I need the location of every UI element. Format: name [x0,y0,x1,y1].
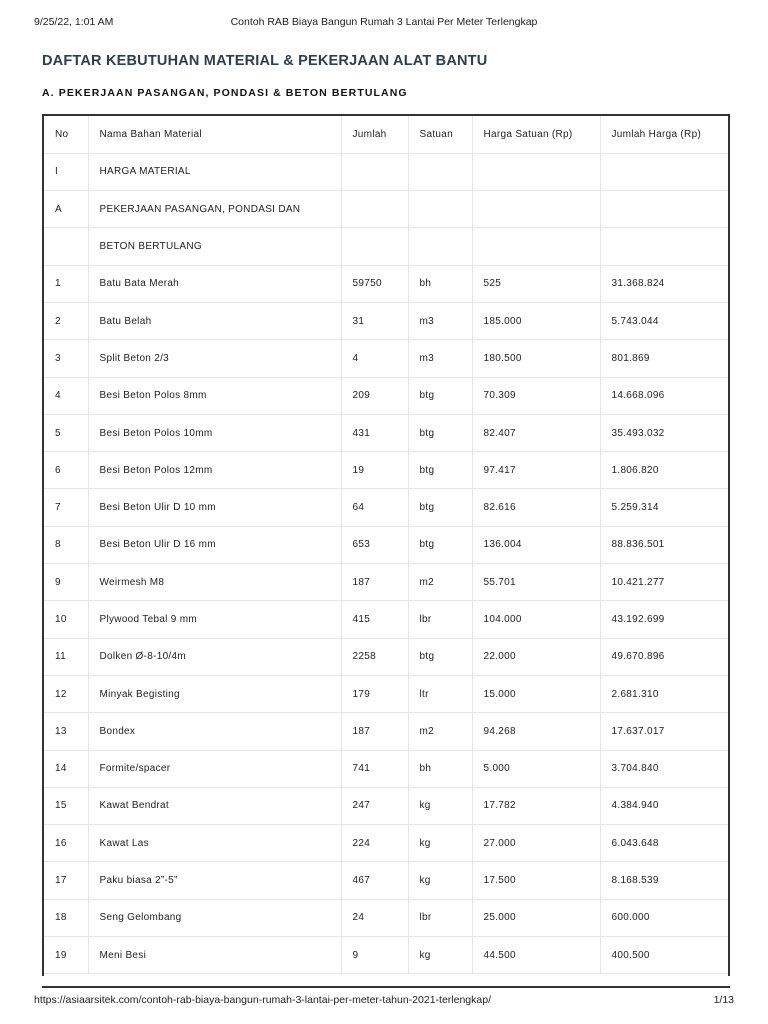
cell-unit: kg [408,825,472,862]
table-row [44,302,728,339]
print-header [34,16,734,30]
table-row [44,713,728,750]
cell-no: 5 [44,414,88,451]
cell-unit-price: 525 [472,265,600,302]
print-footer [34,994,734,1008]
cell-unit: btg [408,452,472,489]
cell-unit-price: 180.500 [472,340,600,377]
header-total-price: Jumlah Harga (Rp) [600,116,728,153]
cell-quantity: 224 [341,825,408,862]
cell-material-name: Seng Gelombang [88,899,341,936]
cell-no: 17 [44,862,88,899]
cell-no: 15 [44,787,88,824]
cell-unit: ltr [408,675,472,712]
cell-unit-price: 136.004 [472,526,600,563]
cell-total-price: 31.368.824 [600,265,728,302]
table-row [44,787,728,824]
cell-unit: btg [408,489,472,526]
cell-unit-price: 185.000 [472,302,600,339]
cell-material-name: Besi Beton Polos 8mm [88,377,341,414]
cell-quantity: 209 [341,377,408,414]
cell-unit-price: 70.309 [472,377,600,414]
cell-total-price: 17.637.017 [600,713,728,750]
print-datetime: 9/25/22, 1:01 AM [34,16,114,28]
cell-unit: lbr [408,601,472,638]
cell-total-price: 10.421.277 [600,564,728,601]
cell-no: 6 [44,452,88,489]
cell-quantity: 31 [341,302,408,339]
cell-material-name: Dolken Ø-8-10/4m [88,638,341,675]
header-quantity: Jumlah [341,116,408,153]
cell-unit [408,228,472,265]
cell-no: 14 [44,750,88,787]
cell-no: 7 [44,489,88,526]
cell-no: I [44,153,88,190]
cell-material-name: Weirmesh M8 [88,564,341,601]
cell-quantity: 64 [341,489,408,526]
cell-unit: kg [408,937,472,974]
header-unit: Satuan [408,116,472,153]
cell-material-name: Besi Beton Ulir D 16 mm [88,526,341,563]
cell-unit-price: 22.000 [472,638,600,675]
cell-total-price: 600.000 [600,899,728,936]
table-row [44,675,728,712]
cell-unit [408,191,472,228]
cell-total-price: 8.168.539 [600,862,728,899]
table-row [44,564,728,601]
cell-material-name: BETON BERTULANG [88,228,341,265]
table-row [44,452,728,489]
cell-unit-price: 55.701 [472,564,600,601]
cell-material-name: Kawat Bendrat [88,787,341,824]
print-page-title: Contoh RAB Biaya Bangun Rumah 3 Lantai Per Meter Terlengkap [230,16,538,28]
cell-quantity: 59750 [341,265,408,302]
cell-quantity: 431 [341,414,408,451]
cell-unit: m2 [408,713,472,750]
table-row [44,414,728,451]
cell-no: 2 [44,302,88,339]
table-header-row [44,116,728,153]
cell-material-name: Kawat Las [88,825,341,862]
cell-unit: bh [408,265,472,302]
cell-total-price: 43.192.699 [600,601,728,638]
cell-material-name: Besi Beton Polos 12mm [88,452,341,489]
cell-total-price: 801.869 [600,340,728,377]
cell-total-price: 2.681.310 [600,675,728,712]
table-row [44,340,728,377]
cell-unit: lbr [408,899,472,936]
cell-total-price: 400.500 [600,937,728,974]
cell-no: 8 [44,526,88,563]
cell-unit-price: 104.000 [472,601,600,638]
cell-unit: m2 [408,564,472,601]
cell-material-name: HARGA MATERIAL [88,153,341,190]
cell-unit: btg [408,638,472,675]
cell-unit-price: 15.000 [472,675,600,712]
cell-quantity: 4 [341,340,408,377]
table-row [44,899,728,936]
cell-no [44,228,88,265]
table-row [44,489,728,526]
cell-unit-price: 97.417 [472,452,600,489]
cell-material-name: Plywood Tebal 9 mm [88,601,341,638]
print-url: https://asiaarsitek.com/contoh-rab-biaya-bangun-rumah-3-lantai-per-meter-tahun-2021-terlengkap/ [34,994,491,1006]
cell-unit: bh [408,750,472,787]
cell-unit: m3 [408,302,472,339]
cell-no: 4 [44,377,88,414]
cell-no: 13 [44,713,88,750]
cell-total-price [600,191,728,228]
cell-unit: kg [408,787,472,824]
table-row [44,153,728,190]
cell-quantity: 187 [341,713,408,750]
table-row [44,750,728,787]
cell-unit: btg [408,377,472,414]
material-table-container [42,114,730,976]
cell-no: 3 [44,340,88,377]
cell-quantity: 19 [341,452,408,489]
cell-quantity: 187 [341,564,408,601]
table-row [44,601,728,638]
cell-unit-price: 25.000 [472,899,600,936]
cell-total-price: 3.704.840 [600,750,728,787]
cell-quantity: 415 [341,601,408,638]
cell-no: 16 [44,825,88,862]
cell-unit-price: 27.000 [472,825,600,862]
cell-unit: btg [408,526,472,563]
cell-no: 10 [44,601,88,638]
cell-unit-price: 17.782 [472,787,600,824]
cell-no: 12 [44,675,88,712]
document-title: DAFTAR KEBUTUHAN MATERIAL & PEKERJAAN ALAT BANTU [42,53,488,69]
table-row [44,526,728,563]
cell-no: 18 [44,899,88,936]
cell-unit-price: 94.268 [472,713,600,750]
cell-quantity [341,191,408,228]
cell-no: 9 [44,564,88,601]
cell-material-name: Batu Bata Merah [88,265,341,302]
cell-unit-price [472,228,600,265]
table-row [44,191,728,228]
table-row [44,638,728,675]
cell-quantity: 9 [341,937,408,974]
cell-unit-price: 5.000 [472,750,600,787]
cell-no: A [44,191,88,228]
cell-quantity: 179 [341,675,408,712]
cell-quantity: 2258 [341,638,408,675]
cell-no: 11 [44,638,88,675]
header-no: No [44,116,88,153]
cell-total-price: 4.384.940 [600,787,728,824]
cell-material-name: Paku biasa 2”-5” [88,862,341,899]
cell-unit-price: 44.500 [472,937,600,974]
cell-quantity: 653 [341,526,408,563]
cell-quantity: 247 [341,787,408,824]
cell-material-name: Bondex [88,713,341,750]
cell-material-name: Besi Beton Ulir D 10 mm [88,489,341,526]
cell-total-price: 49.670.896 [600,638,728,675]
cell-material-name: Minyak Begisting [88,675,341,712]
cell-material-name: Formite/spacer [88,750,341,787]
cell-total-price: 5.259.314 [600,489,728,526]
cell-quantity: 741 [341,750,408,787]
cell-material-name: PEKERJAAN PASANGAN, PONDASI DAN [88,191,341,228]
cell-unit-price [472,153,600,190]
cell-total-price: 14.668.096 [600,377,728,414]
cell-quantity [341,153,408,190]
cell-total-price: 88.836.501 [600,526,728,563]
table-row [44,862,728,899]
table-row [44,377,728,414]
cell-no: 19 [44,937,88,974]
cell-total-price: 5.743.044 [600,302,728,339]
table-row [44,937,728,974]
cell-material-name: Meni Besi [88,937,341,974]
header-material-name: Nama Bahan Material [88,116,341,153]
cell-total-price: 6.043.648 [600,825,728,862]
cell-quantity: 24 [341,899,408,936]
material-table [44,116,728,974]
cell-total-price [600,228,728,265]
cell-unit-price: 82.407 [472,414,600,451]
cell-unit-price: 17.500 [472,862,600,899]
table-row [44,825,728,862]
table-body [44,153,728,974]
table-row [44,265,728,302]
table-row [44,228,728,265]
table-bottom-rule [42,986,730,988]
cell-unit: m3 [408,340,472,377]
cell-unit [408,153,472,190]
cell-total-price [600,153,728,190]
cell-total-price: 1.806.820 [600,452,728,489]
page-number: 1/13 [713,994,734,1006]
cell-quantity: 467 [341,862,408,899]
cell-material-name: Split Beton 2/3 [88,340,341,377]
cell-material-name: Besi Beton Polos 10mm [88,414,341,451]
cell-total-price: 35.493.032 [600,414,728,451]
cell-no: 1 [44,265,88,302]
header-unit-price: Harga Satuan (Rp) [472,116,600,153]
cell-unit-price: 82.616 [472,489,600,526]
cell-material-name: Batu Belah [88,302,341,339]
cell-quantity [341,228,408,265]
cell-unit-price [472,191,600,228]
section-title: A. PEKERJAAN PASANGAN, PONDASI & BETON BERTULANG [42,87,408,99]
cell-unit: btg [408,414,472,451]
cell-unit: kg [408,862,472,899]
